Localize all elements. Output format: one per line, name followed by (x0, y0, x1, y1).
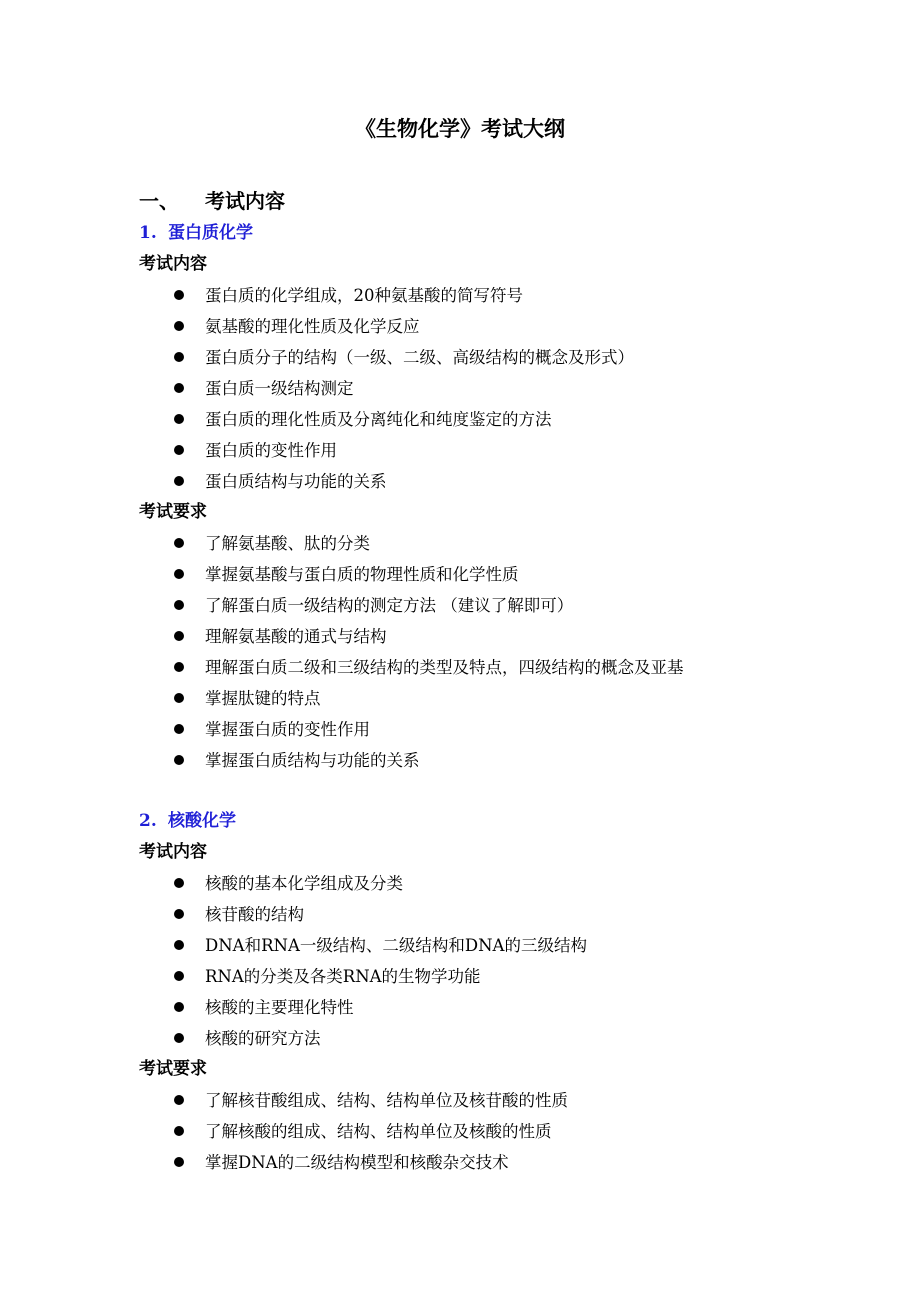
bullet-icon (174, 1126, 184, 1136)
content-list (139, 280, 839, 497)
bullet-icon (174, 569, 184, 579)
list-item: 核苷酸的结构 (139, 899, 839, 930)
list-item: 核酸的主要理化特性 (139, 992, 839, 1023)
content-label: 考试内容 (139, 842, 207, 862)
list-item: 核酸的研究方法 (139, 1023, 839, 1054)
bullet-icon (174, 940, 184, 950)
requirement-label: 考试要求 (139, 1059, 207, 1079)
list-item: DNA和RNA一级结构、二级结构和DNA的三级结构 (139, 930, 839, 961)
list-item: 蛋白质分子的结构（一级、二级、高级结构的概念及形式） (139, 342, 839, 373)
part-one-number: 一、 (139, 189, 179, 213)
bullet-icon (174, 1033, 184, 1043)
bullet-icon (174, 383, 184, 393)
list-item: 蛋白质的理化性质及分离纯化和纯度鉴定的方法 (139, 404, 839, 435)
section-title: 蛋白质化学 (168, 223, 253, 243)
bullet-icon (174, 631, 184, 641)
list-item: 蛋白质一级结构测定 (139, 373, 839, 404)
requirement-label: 考试要求 (139, 502, 207, 522)
list-item: 掌握蛋白质的变性作用 (139, 714, 839, 745)
list-item: 理解氨基酸的通式与结构 (139, 621, 839, 652)
bullet-icon (174, 445, 184, 455)
section-title: 核酸化学 (168, 811, 236, 831)
list-item: 掌握蛋白质结构与功能的关系 (139, 745, 839, 776)
list-item: 蛋白质结构与功能的关系 (139, 466, 839, 497)
bullet-icon (174, 724, 184, 734)
list-item: 了解蛋白质一级结构的测定方法 （建议了解即可） (139, 590, 839, 621)
bullet-icon (174, 414, 184, 424)
bullet-icon (174, 1002, 184, 1012)
list-item: 理解蛋白质二级和三级结构的类型及特点，四级结构的概念及亚基 (139, 652, 839, 683)
document-title: 《生物化学》考试大纲 (355, 116, 565, 141)
bullet-icon (174, 878, 184, 888)
part-one-heading (139, 186, 285, 216)
list-item: 了解氨基酸、肽的分类 (139, 528, 839, 559)
bullet-icon (174, 1095, 184, 1105)
requirement-list (139, 1085, 839, 1178)
list-item: 了解核苷酸组成、结构、结构单位及核苷酸的性质 (139, 1085, 839, 1116)
list-item: RNA的分类及各类RNA的生物学功能 (139, 961, 839, 992)
section-number: 2. (139, 811, 157, 831)
list-item: 核酸的基本化学组成及分类 (139, 868, 839, 899)
list-item: 氨基酸的理化性质及化学反应 (139, 311, 839, 342)
content-list (139, 868, 839, 1054)
list-item: 掌握肽键的特点 (139, 683, 839, 714)
bullet-icon (174, 755, 184, 765)
bullet-icon (174, 290, 184, 300)
bullet-icon (174, 321, 184, 331)
section-protein-chemistry (139, 218, 839, 776)
section-heading (139, 806, 839, 837)
requirement-list (139, 528, 839, 776)
part-one-title: 考试内容 (205, 189, 285, 213)
list-item: 掌握氨基酸与蛋白质的物理性质和化学性质 (139, 559, 839, 590)
content-label: 考试内容 (139, 254, 207, 274)
list-item: 蛋白质的变性作用 (139, 435, 839, 466)
list-item: 掌握DNA的二级结构模型和核酸杂交技术 (139, 1147, 839, 1178)
bullet-icon (174, 476, 184, 486)
bullet-icon (174, 662, 184, 672)
bullet-icon (174, 352, 184, 362)
bullet-icon (174, 1157, 184, 1167)
bullet-icon (174, 538, 184, 548)
list-item: 了解核酸的组成、结构、结构单位及核酸的性质 (139, 1116, 839, 1147)
list-item: 蛋白质的化学组成，20种氨基酸的简写符号 (139, 280, 839, 311)
bullet-icon (174, 600, 184, 610)
section-number: 1. (139, 223, 157, 243)
section-heading (139, 218, 839, 249)
section-nucleic-acid-chemistry (139, 806, 839, 1178)
bullet-icon (174, 693, 184, 703)
bullet-icon (174, 909, 184, 919)
bullet-icon (174, 971, 184, 981)
